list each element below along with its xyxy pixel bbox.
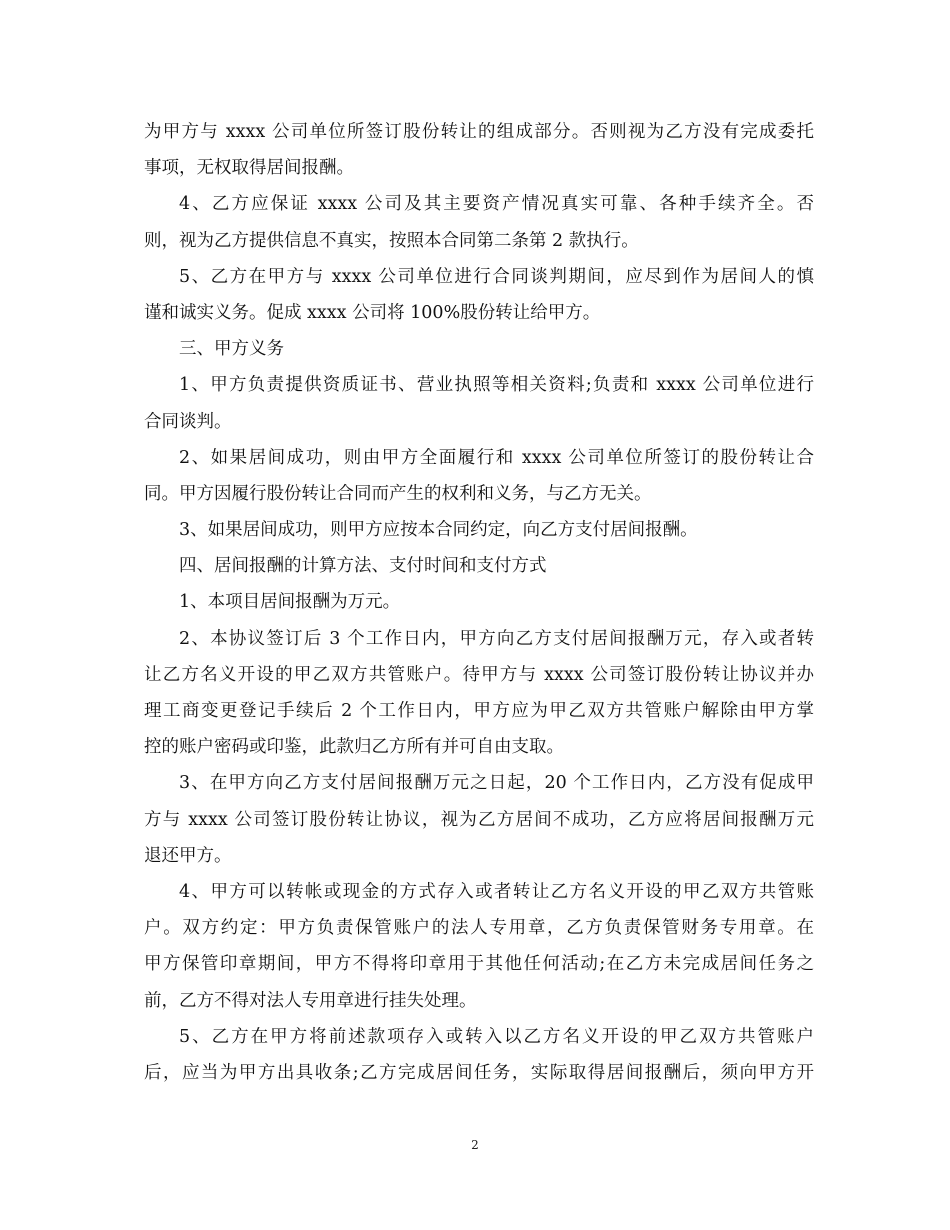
section-heading: 四、居间报酬的计算方法、支付时间和支付方式	[179, 556, 547, 577]
text-line: 退还甲方。	[144, 845, 232, 866]
document-body	[144, 114, 814, 1091]
section-heading: 三、甲方义务	[179, 339, 284, 360]
text-line: 2、本协议签订后 3 个工作日内，甲方向乙方支付居间报酬万元，存入或者转	[179, 628, 814, 649]
text-line: 为甲方与 xxxx 公司单位所签订股份转让的组成部分。否则视为乙方没有完成委托	[144, 122, 814, 142]
text-line: 事项，无权取得居间报酬。	[144, 158, 354, 179]
text-line: 理工商变更登记手续后 2 个工作日内，甲方应为甲乙双方共管账户解除由甲方掌	[144, 701, 814, 721]
text-line: 合同谈判。	[144, 411, 232, 432]
text-line: 5、乙方在甲方与 xxxx 公司单位进行合同谈判期间，应尽到作为居间人的慎	[179, 266, 814, 287]
text-line: 同。甲方因履行股份转让合同而产生的权利和义务，与乙方无关。	[144, 483, 652, 504]
text-line: 1、甲方负责提供资质证书、营业执照等相关资料;负责和 xxxx 公司单位进行	[179, 375, 814, 396]
text-line: 让乙方名义开设的甲乙双方共管账户。待甲方与 xxxx 公司签订股份转让协议并办	[144, 664, 814, 685]
text-line: 甲方保管印章期间，甲方不得将印章用于其他任何活动;在乙方未完成居间任务之	[144, 954, 814, 975]
text-line: 方与 xxxx 公司签订股份转让协议，视为乙方居间不成功，乙方应将居间报酬万元	[144, 809, 814, 830]
text-line: 4、乙方应保证 xxxx 公司及其主要资产情况真实可靠、各种手续齐全。否	[179, 194, 814, 215]
text-line: 户。双方约定：甲方负责保管账户的法人专用章，乙方负责保管财务专用章。在	[144, 918, 814, 939]
text-line: 1、本项目居间报酬为万元。	[179, 592, 401, 613]
text-line: 谨和诚实义务。促成 xxxx 公司将 100%股份转让给甲方。	[144, 302, 601, 323]
text-line: 控的账户密码或印鉴，此款归乙方所有并可自由支取。	[144, 737, 564, 758]
text-line: 3、在甲方向乙方支付居间报酬万元之日起，20 个工作日内，乙方没有促成甲	[179, 773, 814, 794]
text-line: 则，视为乙方提供信息不真实，按照本合同第二条第 2 款执行。	[144, 230, 639, 251]
page-number: 2	[471, 1138, 479, 1152]
text-line: 后，应当为甲方出具收条;乙方完成居间任务，实际取得居间报酬后，须向甲方开	[144, 1062, 814, 1083]
text-line: 5、乙方在甲方将前述款项存入或转入以乙方名义开设的甲乙双方共管账户	[179, 1026, 814, 1047]
text-line: 前，乙方不得对法人专用章进行挂失处理。	[144, 990, 477, 1011]
text-line: 3、如果居间成功，则甲方应按本合同约定，向乙方支付居间报酬。	[179, 520, 698, 541]
text-line: 2、如果居间成功，则由甲方全面履行和 xxxx 公司单位所签订的股份转让合	[179, 447, 814, 468]
text-line: 4、甲方可以转帐或现金的方式存入或者转让乙方名义开设的甲乙双方共管账	[179, 881, 814, 902]
